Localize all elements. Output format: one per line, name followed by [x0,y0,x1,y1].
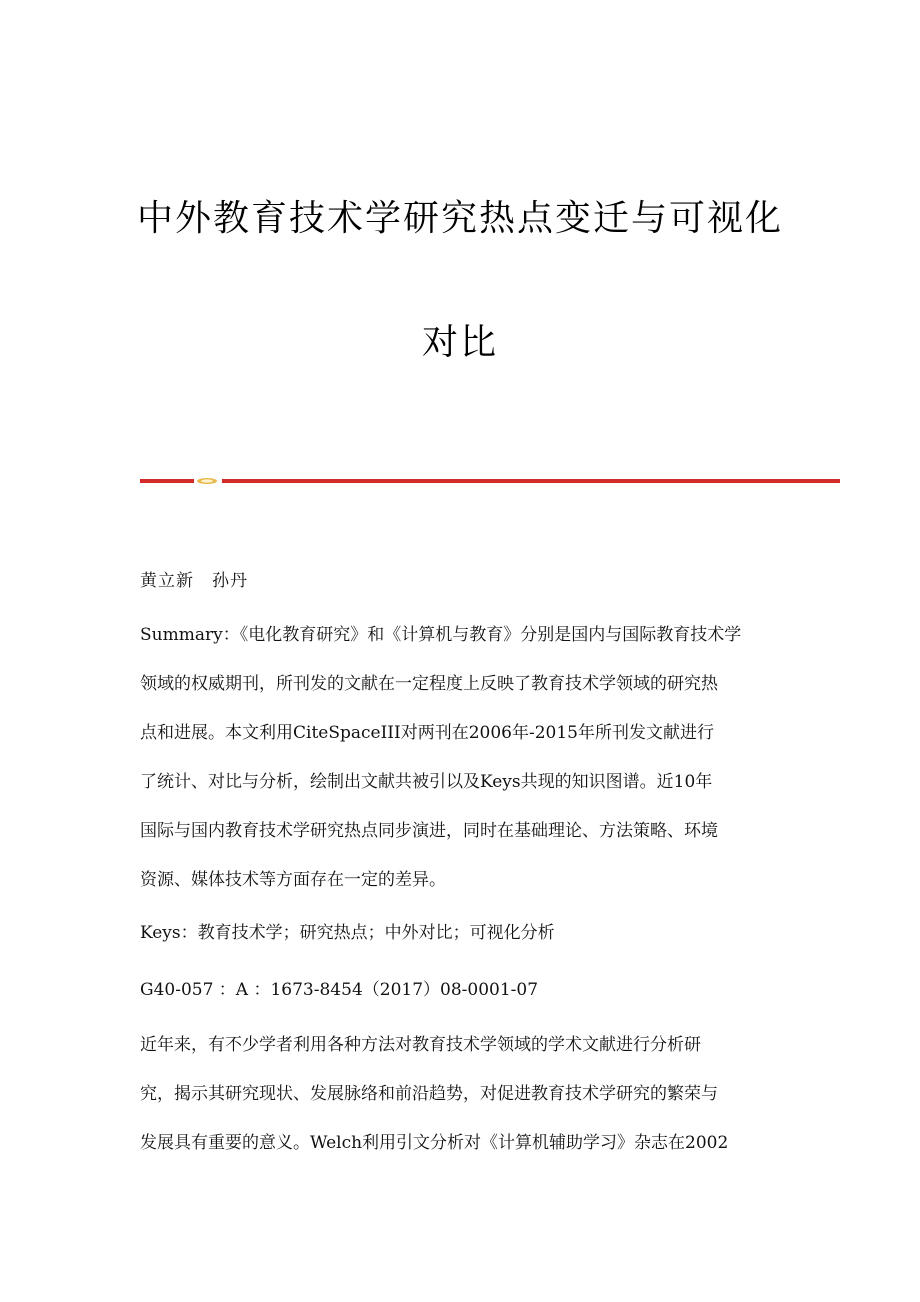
summary-line: 国际与国内教育技术学研究热点同步演进，同时在基础理论、方法策略、环境 [140,821,718,841]
intro-line: 究，揭示其研究现状、发展脉络和前沿趋势，对促进教育技术学研究的繁荣与 [140,1084,718,1104]
summary-line: Summary：《电化教育研究》和《计算机与教育》分别是国内与国际教育技术学 [140,625,742,645]
summary-line: 点和进展。本文利用CiteSpaceIII对两刊在2006年-2015年所刊发文献进行 [140,723,714,743]
divider-bar-right [222,479,840,483]
intro-line: 近年来，有不少学者利用各种方法对教育技术学领域的学术文献进行分析研 [140,1035,701,1055]
author-name: 黄立新 [140,571,194,591]
divider-bar-left [140,479,194,483]
document-title-line-1: 中外教育技术学研究热点变迁与可视化 [136,198,783,239]
author-name: 孙丹 [212,571,248,591]
authors [140,569,780,593]
intro-line: 发展具有重要的意义。Welch利用引文分析对《计算机辅助学习》杂志在2002 [140,1133,729,1153]
summary-line: 资源、媒体技术等方面存在一定的差异。 [140,870,446,890]
title-divider [140,477,840,485]
summary-line: 领域的权威期刊，所刊发的文献在一定程度上反映了教育技术学领域的研究热 [140,674,718,694]
keywords-line: Keys：教育技术学；研究热点；中外对比；可视化分析 [140,923,555,943]
summary-line: 了统计、对比与分析，绘制出文献共被引以及Keys共现的知识图谱。近10年 [140,772,713,792]
divider-ornament-icon [196,477,218,485]
classification-line: G40-057 ：A ：1673-8454（2017）08-0001-07 [140,980,539,1000]
document-title-line-2: 对比 [421,322,498,363]
